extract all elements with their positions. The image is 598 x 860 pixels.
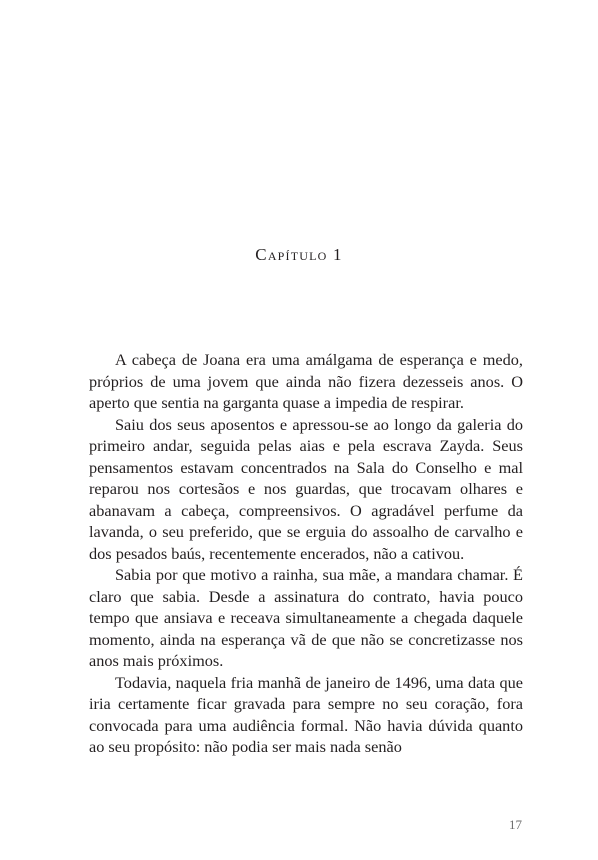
body-text	[89, 349, 523, 758]
paragraph: A cabeça de Joana era uma amálgama de esperança e medo, próprios de uma jovem que ainda não fizera dezesseis anos. O aperto que sentia na garganta quase a impedia de respirar.	[89, 350, 523, 412]
chapter-title: Capítulo 1	[255, 245, 343, 264]
paragraph: Todavia, naquela fria manhã de janeiro de 1496, uma data que iria certamente ficar gravada para sempre no seu coração, fora convocada para uma audiência formal. Não havia dúvida quanto ao seu propósito: não podia ser mais nada senão	[89, 672, 523, 756]
paragraph: Sabia por que motivo a rainha, sua mãe, a mandara chamar. É claro que sabia. Desde a assinatura do contrato, havia pouco tempo que ansiava e receava simultaneamente a chegada daquele momento, ainda na esperança vã de que não se concretizasse nos anos mais próximos.	[89, 565, 523, 670]
paragraph: Saiu dos seus aposentos e apressou-se ao longo da galeria do primeiro andar, seguida pelas aias e pela escrava Zayda. Seus pensamentos estavam concentrados na Sala do Conselho e mal reparou nos cortesãos e nos guardas, que trocavam olhares e abanavam a cabeça, compreensivos. O agradável perfume da lavanda, o seu preferido, que se erguia do assoalho de carvalho e dos pesados baús, recentemente encerados, não a cativou.	[89, 414, 523, 563]
page-number: 17	[509, 817, 522, 832]
